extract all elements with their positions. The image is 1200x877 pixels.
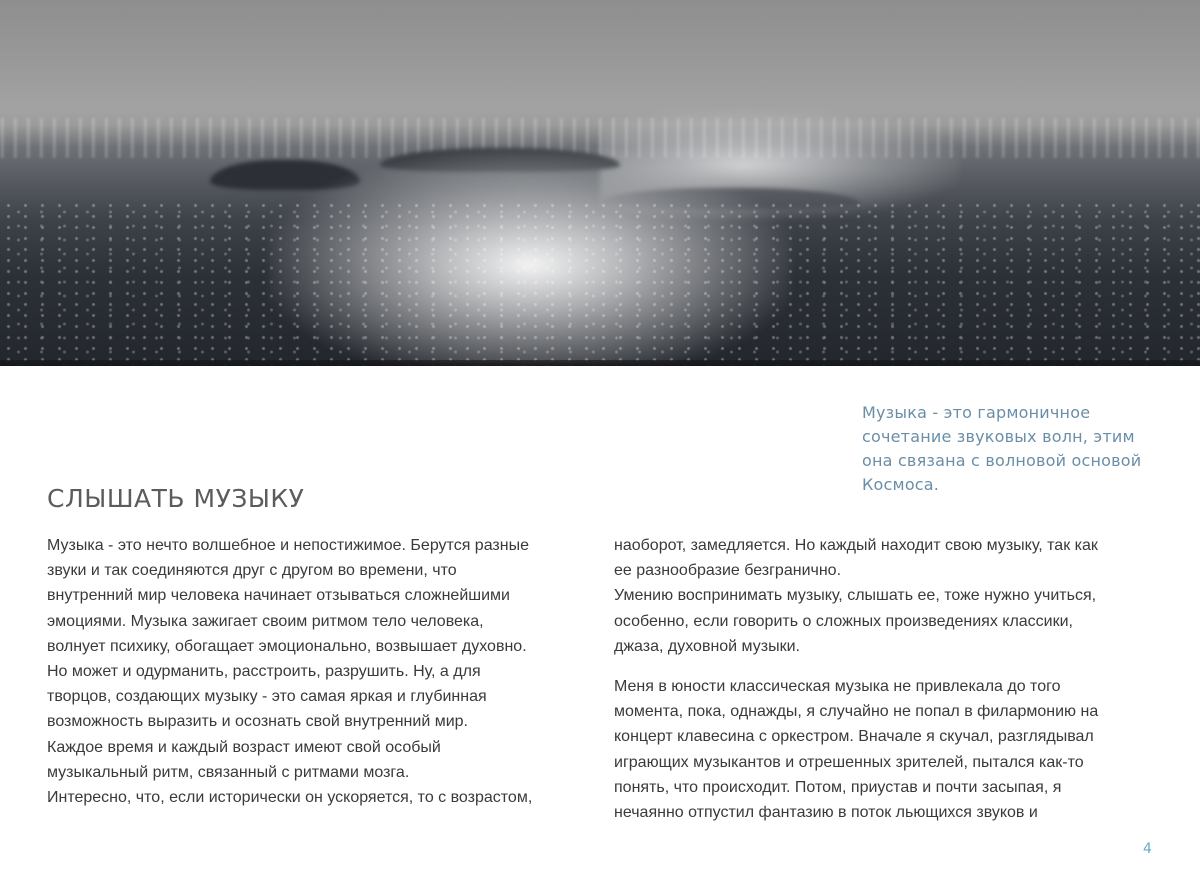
body-line: Музыка - это нечто волшебное и непостижимое. Берутся разные	[47, 537, 529, 554]
body-line: Интересно, что, если исторически он ускоряется, то с возрастом,	[47, 789, 533, 807]
body-line: наоборот, замедляется. Но каждый находит свою музыку, так как	[614, 537, 1098, 554]
body-line: творцов, создающих музыку - это самая яркая и глубинная	[47, 688, 487, 706]
pull-quote-line: Космоса.	[862, 475, 940, 494]
body-line: момента, пока, однажды, я случайно не попал в филармонию на	[614, 703, 1099, 721]
body-line: играющих музыкантов и отрешенных зрителей, пытался как-то	[614, 753, 1084, 771]
body-line: Умению воспринимать музыку, слышать ее, тоже нужно учиться,	[614, 587, 1097, 605]
body-line: звуки и так соединяются друг с другом во времени, что	[47, 562, 457, 580]
pull-quote	[862, 401, 1162, 497]
body-line: понять, что происходит. Потом, приустав и почти засыпая, я	[614, 778, 1062, 796]
body-line: Меня в юности классическая музыка не привлекала до того	[614, 678, 1061, 696]
body-line: ее разнообразие безгранично.	[614, 562, 842, 580]
hero-photo	[0, 0, 1200, 366]
pull-quote-line: она связана с волновой основой	[862, 451, 1142, 470]
body-line: концерт клавесина с оркестром. Вначале я скучал, разглядывал	[614, 728, 1094, 746]
photo-bottom-edge	[0, 360, 1200, 366]
body-line: Но может и одурманить, расстроить, разрушить. Ну, а для	[47, 663, 481, 681]
page-number: 4	[1143, 841, 1152, 857]
body-line: Каждое время и каждый возраст имеют свой особый	[47, 738, 441, 756]
pull-quote-line: Музыка - это гармоничное	[862, 403, 1091, 422]
body-line: музыкальный ритм, связанный с ритмами мозга.	[47, 763, 410, 781]
body-column-right	[614, 533, 1174, 825]
section-title: СЛЫШАТЬ МУЗЫКУ	[47, 484, 305, 513]
body-line: нечаянно отпустил фантазию в поток льющихся звуков и	[614, 804, 1038, 822]
body-line: внутренний мир человека начинает отзываться сложнейшими	[47, 587, 510, 605]
body-line: волнует психику, обогащает эмоционально, возвышает духовно.	[47, 637, 527, 655]
body-line: эмоциями. Музыка зажигает своим ритмом тело человека,	[47, 612, 484, 630]
body-line: джаза, духовной музыки.	[614, 637, 800, 655]
body-line: особенно, если говорить о сложных произведениях классики,	[614, 612, 1073, 630]
pull-quote-line: сочетание звуковых волн, этим	[862, 427, 1135, 446]
body-column-left	[47, 533, 607, 810]
water-sparkles	[0, 200, 1200, 366]
paragraph-gap	[614, 659, 1174, 674]
body-line: возможность выразить и осознать свой внутренний мир.	[47, 713, 468, 731]
